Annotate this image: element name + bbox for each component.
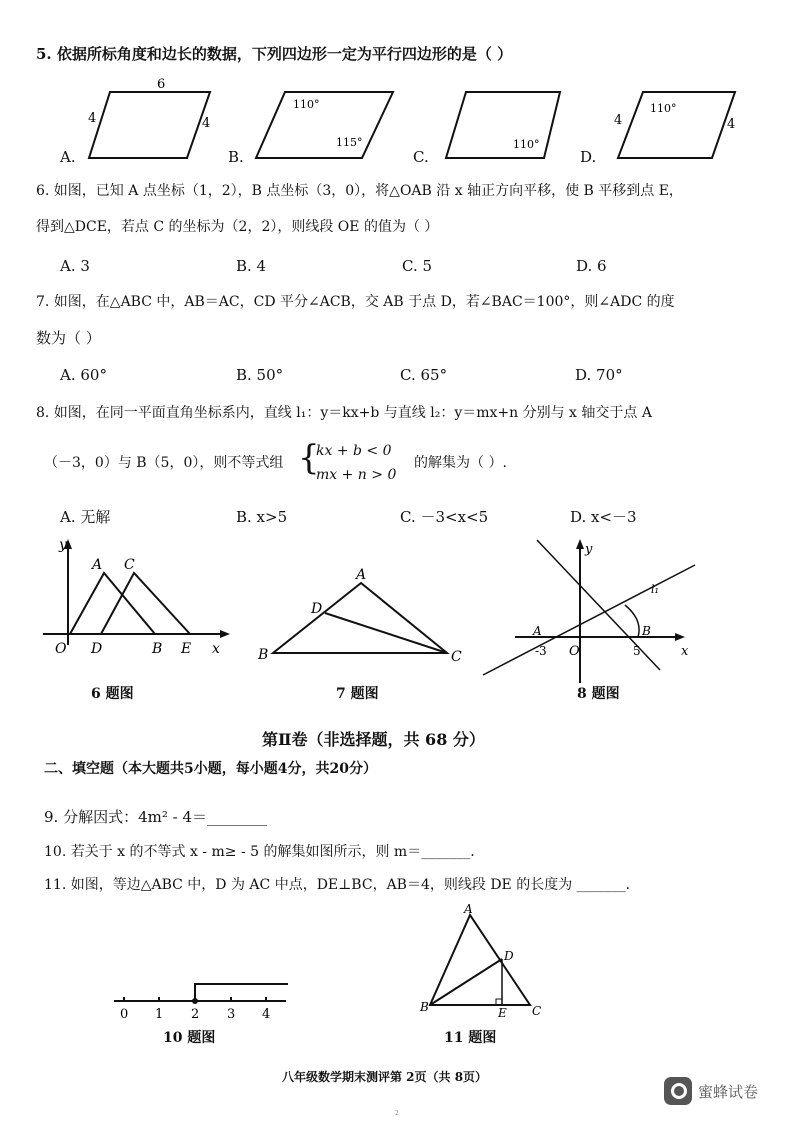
fig7-label-b: B [258, 647, 269, 663]
q7-option-c: C. 65° [400, 366, 448, 384]
q7-option-b: B. 50° [236, 366, 284, 384]
fig6-label-c: C [124, 557, 135, 573]
fig8-label-neg3: -3 [535, 644, 547, 658]
q6-option-c: C. 5 [402, 257, 433, 275]
fig8-label-b: B [642, 624, 651, 638]
q10-text: 10. 若关于 x 的不等式 x - m≥ - 5 的解集如图所示，则 m＝_______. [44, 844, 475, 860]
fig10-tick-4: 4 [262, 1007, 271, 1022]
q11-text: 11. 如图，等边△ABC 中，D 为 AC 中点，DE⊥BC，AB＝4，则线段 DE 的长度为 _______. [44, 877, 631, 893]
watermark-logo-icon [664, 1077, 692, 1105]
page-mark: 2 [395, 1110, 399, 1117]
q5-b-angle-top: 110° [293, 98, 320, 111]
q7-stem-line2: 数为（ ） [36, 329, 101, 347]
q8-stem-line2-b: 的解集为（ ）. [414, 455, 507, 471]
q5-a-right-label: 4 [202, 116, 211, 131]
part2-heading: 二、填空题（本大题共5小题，每小题4分，共20分） [44, 761, 377, 777]
q6-option-a: A. 3 [60, 257, 90, 275]
q8-system-ineq1: kx + b < 0 [316, 443, 392, 459]
watermark-text: 蜜蜂试卷 [698, 1083, 759, 1101]
fig7-caption: 7 题图 [336, 686, 379, 702]
q8-stem-line2-a: （－3，0）与 B（5，0），则不等式组 [44, 455, 284, 471]
fig6-label-x: x [212, 641, 220, 657]
fig7-label-a: A [356, 567, 367, 583]
fig11-label-c: C [532, 1004, 542, 1018]
fig10-tick-3: 3 [227, 1007, 236, 1022]
q7-option-a: A. 60° [60, 366, 107, 384]
q8-system-brace: { [298, 438, 320, 478]
fig6-caption: 6 题图 [91, 686, 134, 702]
q5-a-left-label: 4 [88, 111, 97, 126]
fig6-label-y: y [59, 537, 67, 553]
fig6-label-a: A [92, 557, 103, 573]
fig6-label-d: D [91, 641, 103, 657]
q6-option-b: B. 4 [236, 257, 267, 275]
q6-stem-line1: 6. 如图，已知 A 点坐标（1，2），B 点坐标（3，0），将△OAB 沿 x 轴正方向平移，使 B 平移到点 E， [36, 183, 683, 199]
q8-option-d: D. x<－3 [570, 508, 637, 526]
fig10-tick-2: 2 [191, 1007, 200, 1022]
q9-text: 9. 分解因式：4m² - 4＝________ [44, 808, 268, 826]
fig8-label-o: O [569, 644, 580, 659]
q7-stem-line1: 7. 如图，在△ABC 中，AB＝AC，CD 平分∠ACB，交 AB 于点 D，若∠BAC＝100°，则∠ADC 的度 [36, 294, 675, 310]
fig11-label-e: E [498, 1006, 507, 1020]
fig8-label-y: y [585, 542, 593, 557]
q5-d-right-label: 4 [727, 117, 736, 132]
q5-figure-a [0, 77, 794, 180]
fig11-label-b: B [420, 1000, 429, 1014]
fig8-caption: 8 题图 [577, 686, 620, 702]
fig10-tick-1: 1 [155, 1007, 164, 1022]
q5-option-b: B. [228, 148, 244, 166]
q7-option-d: D. 70° [575, 366, 623, 384]
q6-option-d: D. 6 [576, 257, 607, 275]
figure-8 [475, 535, 705, 685]
fig10-tick-0: 0 [120, 1007, 129, 1022]
figure-10 [110, 980, 310, 1030]
q5-b-angle-bottom: 115° [336, 136, 363, 149]
q8-option-a: A. 无解 [60, 508, 111, 526]
fig6-label-b: B [152, 641, 163, 657]
page-footer: 八年级数学期末测评第 2页（共 8页） [282, 1070, 488, 1084]
q6-stem-line2: 得到△DCE，若点 C 的坐标为（2，2），则线段 OE 的值为（ ） [36, 219, 439, 235]
fig8-label-x: x [681, 644, 689, 659]
q8-stem-line1: 8. 如图，在同一平面直角坐标系内，直线 l₁：y＝kx+b 与直线 l₂：y＝mx+n 分别与 x 轴交于点 A [36, 405, 652, 421]
fig8-label-5: 5 [633, 644, 641, 658]
q5-d-left-label: 4 [614, 113, 623, 128]
q5-stem: 5. 依据所标角度和边长的数据，下列四边形一定为平行四边形的是（ ） [36, 45, 513, 63]
q5-c-angle: 110° [513, 138, 540, 151]
q5-d-angle: 110° [650, 102, 677, 115]
q8-system-ineq2: mx + n > 0 [316, 467, 397, 483]
q5-a-top-label: 6 [157, 77, 166, 92]
fig6-label-e: E [181, 641, 192, 657]
fig11-caption: 11 题图 [444, 1030, 497, 1046]
q5-option-d: D. [580, 148, 597, 166]
fig8-label-l1: l₁ [651, 583, 659, 596]
q8-option-c: C. －3<x<5 [400, 508, 489, 526]
fig6-label-o: O [55, 641, 67, 657]
figure-11 [420, 902, 560, 1025]
fig7-label-c: C [451, 649, 462, 665]
figure-7 [255, 555, 485, 695]
fig11-label-d: D [504, 949, 514, 963]
q5-option-c: C. [413, 148, 429, 166]
fig11-label-a: A [464, 902, 473, 916]
fig7-label-d: D [311, 601, 323, 617]
fig8-label-a: A [533, 624, 542, 638]
section2-title: 第Ⅱ卷（非选择题，共 68 分） [262, 730, 485, 749]
q5-option-a: A. [60, 148, 76, 166]
q8-option-b: B. x>5 [236, 508, 288, 526]
fig10-caption: 10 题图 [163, 1030, 216, 1046]
figure-6 [40, 535, 270, 675]
